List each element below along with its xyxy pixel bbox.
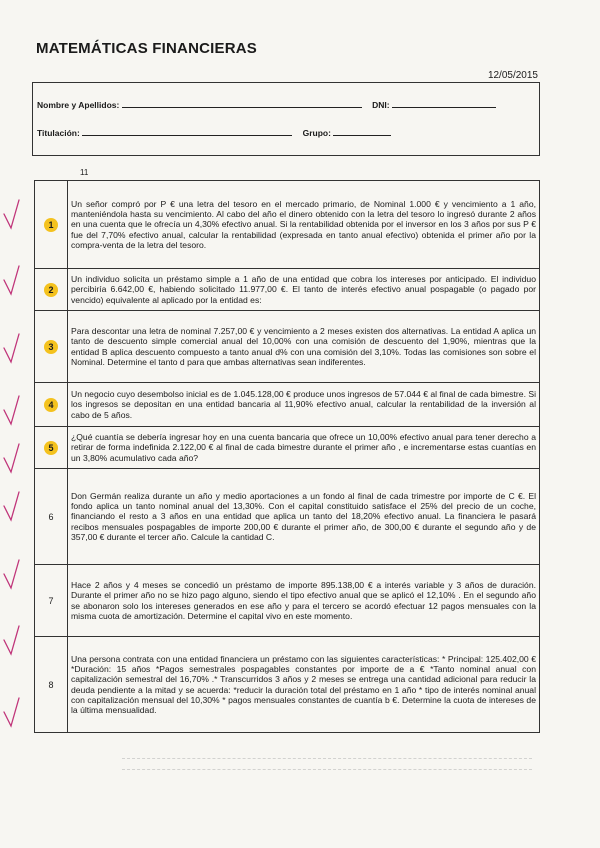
- question-row: [35, 637, 540, 733]
- tick-mark: [4, 266, 19, 294]
- tick-mark: [4, 626, 19, 654]
- question-row: [35, 383, 540, 427]
- dni-field[interactable]: [392, 99, 496, 108]
- tick-mark: [4, 560, 19, 588]
- question-number: 4: [44, 398, 58, 412]
- scan-artifact-bar: [122, 758, 532, 770]
- tick-mark: [4, 396, 19, 424]
- question-number: 2: [44, 283, 58, 297]
- question-text: Una persona contrata con una entidad financiera un préstamo con las siguientes características: * Principal: 125.402,00 € *Duración: 15 años *Pagos semestrales pospagables constantes por importe de a € *Tanto nominal anual con capitalización semestral del 16,70% .* Transcurridos 3 años y 2 meses se entrega una cantidad adicional para reducir la deuda pendiente a la mitad y se acuerda: *reducir la duración total del préstamo en 1 año * tipo de interés nominal anual con capitalización mensual del 10,30% * pagos mensuales constantes de cuantía b €. Determine la cuota de intereses de la última mensualidad.: [68, 637, 540, 733]
- question-text: Don Germán realiza durante un año y medio aportaciones a un fondo al final de cada trimestre por importe de C €. El fondo aplica un tanto nominal anual del 13,30%. Con el capital constituido satisface el 25% del precio de un coche, financiando el resto a 3 años en una entidad que aplica un tanto del 18,20% efectivo anual. La financiera le pasará recibos mensuales pospagables de importe 200,00 € durante el primer año, de 300,00 € durante el segundo año y de 357,00 € durante el tercer año. Calcule la cantidad C.: [68, 469, 540, 565]
- dni-label: DNI:: [372, 100, 390, 110]
- question-number: 5: [44, 441, 58, 455]
- exam-code: 11: [80, 168, 89, 177]
- question-number: 7: [35, 565, 68, 637]
- question-row: [35, 311, 540, 383]
- question-number: 8: [35, 637, 68, 733]
- tick-mark: [4, 200, 19, 228]
- tick-mark: [4, 334, 19, 362]
- degree-label: Titulación:: [37, 128, 80, 138]
- question-row: [35, 469, 540, 565]
- page-title: MATEMÁTICAS FINANCIERAS: [36, 40, 257, 57]
- degree-field[interactable]: [82, 127, 292, 136]
- student-info-box: [32, 82, 540, 156]
- name-row: [37, 99, 496, 110]
- questions-table: [34, 180, 540, 733]
- tick-mark: [4, 444, 19, 472]
- question-text: Un negocio cuyo desembolso inicial es de 1.045.128,00 € produce unos ingresos de 57.044 € al final de cada bimestre. Si los ingresos se depositan en una entidad bancaria al 11,90% efectivo anual, calcular la rentabilidad de la inversión al cabo de 5 años.: [68, 383, 540, 427]
- question-row: [35, 269, 540, 311]
- question-number: 3: [44, 340, 58, 354]
- name-field[interactable]: [122, 99, 362, 108]
- exam-date: 12/05/2015: [487, 70, 538, 81]
- question-row: [35, 565, 540, 637]
- name-label: Nombre y Apellidos:: [37, 100, 120, 110]
- degree-row: [37, 127, 391, 138]
- group-label: Grupo:: [302, 128, 331, 138]
- question-number: 1: [44, 218, 58, 232]
- question-text: ¿Qué cuantía se debería ingresar hoy en una cuenta bancaria que ofrece un 10,00% efectivo anual para tener derecho a retirar de forma indefinida 2.122,00 € al final de cada bimestre durante el primer año , e incrementarse estas cuantías en un 3,80% acumulativo cada año?: [68, 427, 540, 469]
- question-text: Un señor compró por P € una letra del tesoro en el mercado primario, de Nominal 1.000 € y vencimiento a 1 año, manteniéndola hasta su vencimiento. Al cabo del año el dinero obtenido con la letra del tesoro lo ingresó durante 2 años en una cuenta que le ofrecía un 4,30% efectivo anual. Si la rentabilidad obtenida por el inversor en los 3 años por sus P € fue del 7,70% efectivo anual, calcular la rentabilidad (expresada en tanto anual efectivo) obtenida el primer año por la compra-venta de la letra del tesoro.: [68, 181, 540, 269]
- question-text: Hace 2 años y 4 meses se concedió un préstamo de importe 895.138,00 € a interés variable y 3 años de duración. Durante el primer año no se hizo pago alguno, siendo el tipo efectivo anual que se aplicó el 12,10% . En el segundo año se abonaron solo los intereses generados en ese año y para el tercero se acordó efectuar 12 pagos mensuales con la misma cuota de amortización. Determine el capital vivo en este momento.: [68, 565, 540, 637]
- question-text: Para descontar una letra de nominal 7.257,00 € y vencimiento a 2 meses existen dos alternativas. La entidad A aplica un tanto de descuento simple comercial anual del 10,00% con una comisión de descuento del 1,90%, mientras que la entidad B aplica descuento compuesto a tanto anual d% con una comisión del 3,10%. Todas las comisiones son sobre el Nominal. Determine el tanto d para que ambas alternativas sean indiferentes.: [68, 311, 540, 383]
- question-row: [35, 181, 540, 269]
- tick-mark: [4, 492, 19, 520]
- group-field[interactable]: [333, 127, 391, 136]
- question-row: [35, 427, 540, 469]
- tick-mark: [4, 698, 19, 726]
- question-number: 6: [35, 469, 68, 565]
- question-text: Un individuo solicita un préstamo simple a 1 año de una entidad que cobra los intereses por anticipado. El individuo percibiría 6.642,00 €, habiendo solicitado 11.977,00 €. El tanto de interés efectivo anual pospagable (o pagado por vencido) equivalente al aplicado por la entidad es:: [68, 269, 540, 311]
